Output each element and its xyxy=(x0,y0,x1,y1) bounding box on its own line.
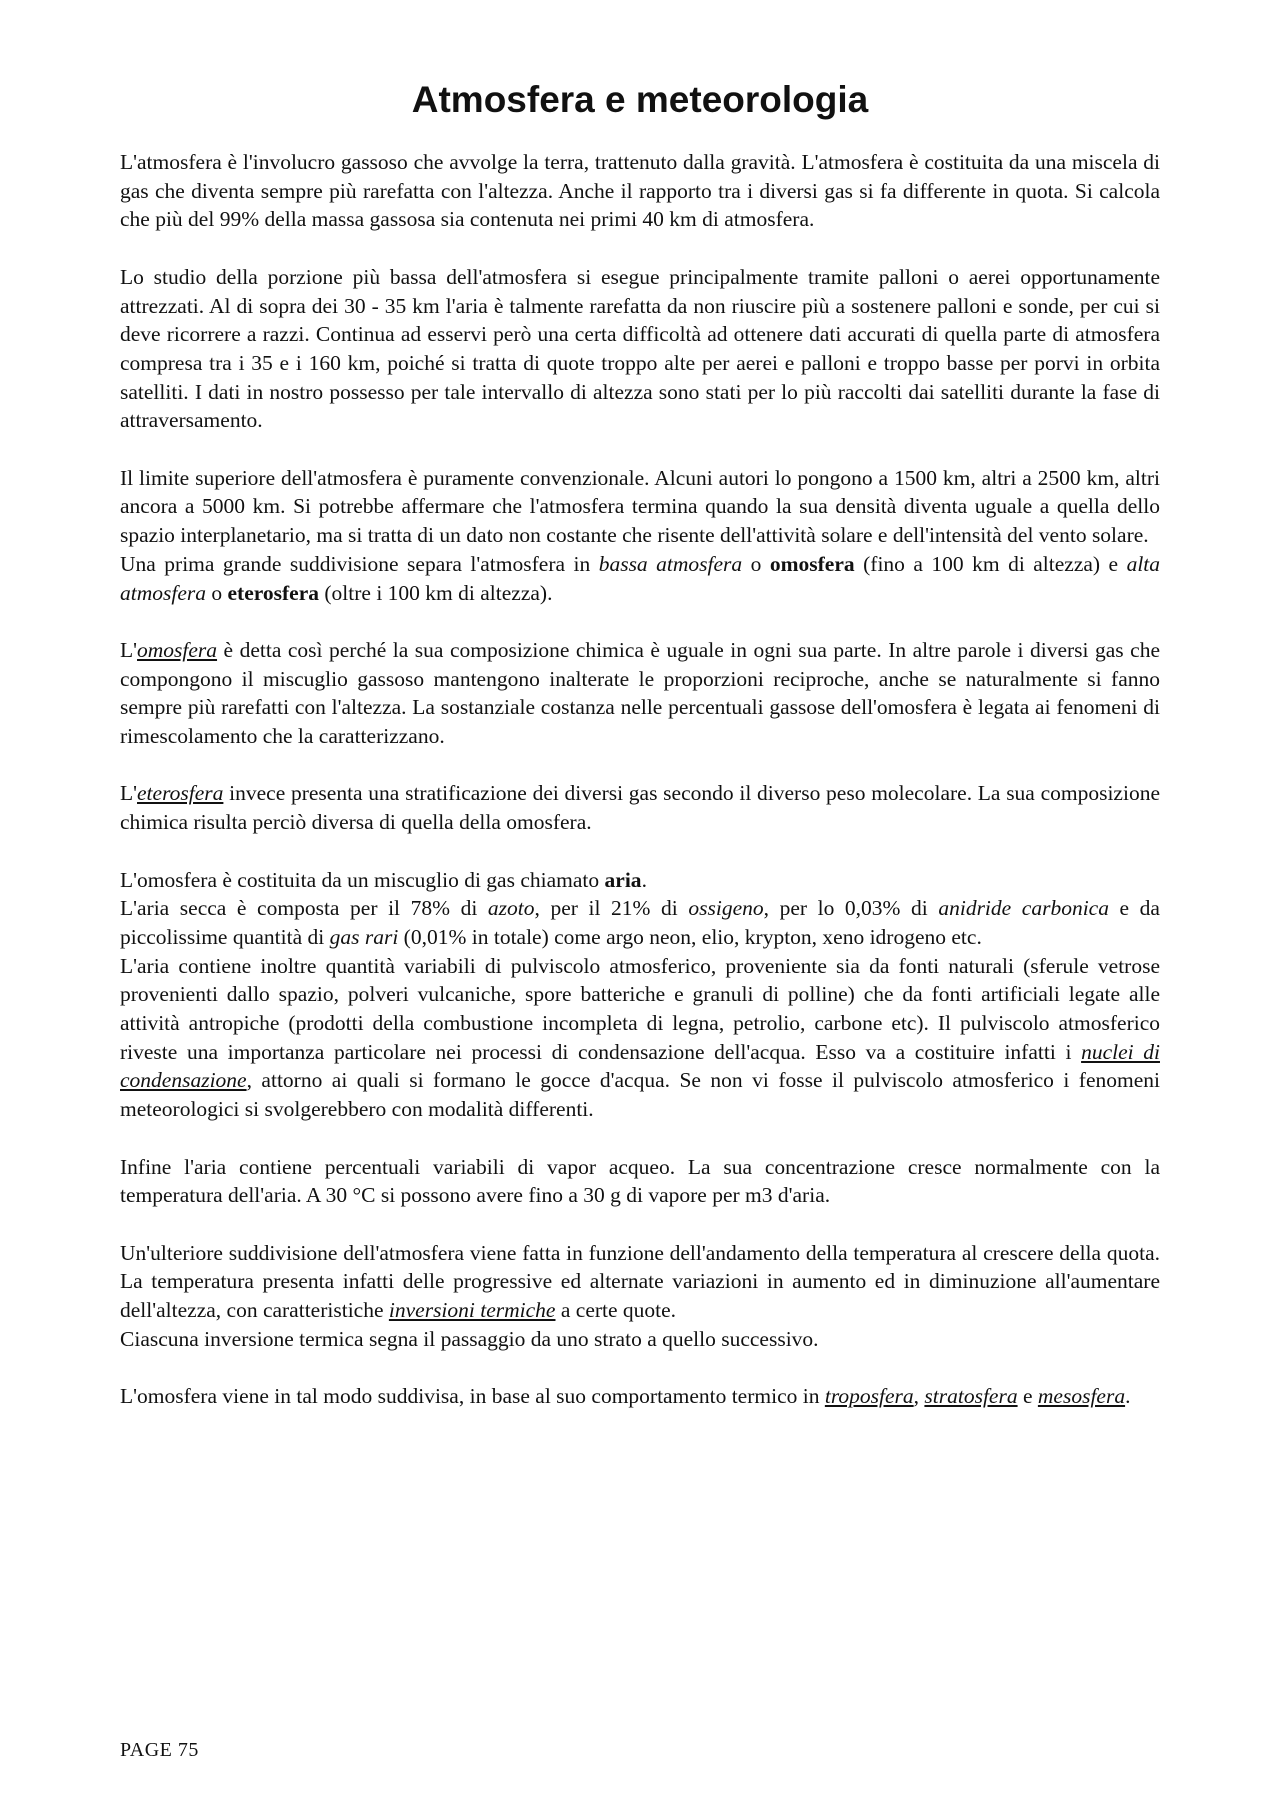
paragraph-subdivision xyxy=(120,550,1160,607)
paragraph-study: Lo studio della porzione più bassa dell'atmosfera si esegue principalmente tramite palloni o aerei opportunamente attrezzati. Al di sopra dei 30 - 35 km l'aria è talmente rarefatta da non riuscire più a sostenere palloni e sonde, per cui si deve ricorrere a razzi. Continua ad esservi però una certa difficoltà ad ottenere dati accurati di quella parte di atmosfera compresa tra i 35 e i 160 km, poiché si tratta di quote troppo alte per aerei e palloni e troppo basse per porvi in orbita satelliti. I dati in nostro possesso per tale intervallo di altezza sono stati per lo più raccolti dai satelliti durante la fase di attraversamento. xyxy=(120,264,1160,433)
bold-term: aria xyxy=(604,867,642,892)
text-span: invece presenta una stratificazione dei diversi gas secondo il diverso peso molecolare. La sua composizione chimica risulta perciò diversa di quella della omosfera. xyxy=(120,781,1160,835)
link-stratosfera[interactable]: stratosfera xyxy=(924,1384,1018,1409)
text-span: (oltre i 100 km di altezza). xyxy=(319,580,553,605)
text-span: (0,01% in totale) come argo neon, elio, krypton, xeno idrogeno etc. xyxy=(398,924,982,949)
text-span: Una prima grande suddivisione separa l'atmosfera in xyxy=(120,551,599,576)
italic-term: bassa atmosfera xyxy=(598,551,743,576)
document-body xyxy=(120,148,1160,1411)
paragraph-inversion: Ciascuna inversione termica segna il passaggio da uno strato a quello successivo. xyxy=(120,1326,819,1351)
page-number: 75 xyxy=(177,1739,199,1761)
paragraph-eterosfera xyxy=(120,779,1160,836)
paragraph-upper-limit: Il limite superiore dell'atmosfera è puramente convenzionale. Alcuni autori lo pongono a 1500 km, altri a 2500 km, altri ancora a 5000 km. Si potrebbe affermare che l'atmosfera termina quando la sua densità diventa uguale a quella dello spazio interplanetario, ma si tratta di un dato non costante che risente dell'attività solare e dell'intensità del vento solare. xyxy=(120,465,1160,548)
text-span: . xyxy=(641,867,647,892)
bold-term: omosfera xyxy=(769,551,855,576)
page-label: PAGE xyxy=(120,1739,173,1761)
text-span: L'aria secca è composta per il 78% di xyxy=(120,896,488,921)
paragraph-aria xyxy=(120,866,1160,895)
link-troposfera[interactable]: troposfera xyxy=(824,1384,914,1409)
bold-term: eterosfera xyxy=(227,580,320,605)
paragraph-vapor: Infine l'aria contiene percentuali variabili di vapor acqueo. La sua concentrazione cresce normalmente con la temperatura dell'aria. A 30 °C si possono avere fino a 30 g di vapore per m3 d'aria. xyxy=(120,1154,1160,1208)
paragraph-composition xyxy=(120,894,1160,951)
link-nuclei-di-condensazione[interactable]: nuclei di condensazione xyxy=(120,1039,1160,1093)
text-span: (fino a 100 km di altezza) e xyxy=(854,551,1127,576)
link-omosfera[interactable]: omosfera xyxy=(137,637,218,662)
text-span: o xyxy=(206,580,228,605)
text-span: e xyxy=(1017,1384,1038,1409)
italic-term: ossigeno xyxy=(688,896,764,921)
text-span: L' xyxy=(120,781,138,806)
text-span: L'omosfera viene in tal modo suddivisa, in base al suo comportamento termico in xyxy=(120,1384,825,1409)
text-span: , per il 21% di xyxy=(534,896,689,921)
link-eterosfera[interactable]: eterosfera xyxy=(137,781,224,806)
text-span: , xyxy=(913,1384,925,1409)
link-mesosfera[interactable]: mesosfera xyxy=(1037,1384,1126,1409)
paragraph-temperature xyxy=(120,1239,1160,1325)
text-span: , per lo 0,03% di xyxy=(763,896,939,921)
italic-term: alta atmosfera xyxy=(120,551,1161,605)
italic-term: anidride carbonica xyxy=(938,896,1109,921)
page-title: Atmosfera e meteorologia xyxy=(411,79,869,120)
text-span: e da piccolissime quantità di xyxy=(120,896,1160,949)
paragraph-intro: L'atmosfera è l'involucro gassoso che avvolge la terra, trattenuto dalla gravità. L'atmosfera è costituita da una miscela di gas che diventa sempre più rarefatta con l'altezza. Anche il rapporto tra i diversi gas si fa differente in quota. Si calcola che più del 99% della massa gassosa sia contenuta nei primi 40 km di atmosfera. xyxy=(120,150,1160,232)
text-span: L' xyxy=(120,637,138,662)
paragraph-pulviscolo xyxy=(120,952,1160,1124)
text-span: , attorno ai quali si formano le gocce d'acqua. Se non vi fosse il pulviscolo atmosferico i fenomeni meteorologici si svolgerebbero con modalità differenti. xyxy=(120,1068,1160,1122)
page-footer xyxy=(120,1737,199,1763)
paragraph-layers xyxy=(120,1382,1160,1411)
italic-term: azoto xyxy=(487,896,535,921)
text-span: L'omosfera è costituita da un miscuglio di gas chiamato xyxy=(120,867,605,892)
paragraph-omosfera xyxy=(120,636,1160,751)
text-span: L'aria contiene inoltre quantità variabili di pulviscolo atmosferico, proveniente sia da fonti naturali (sferule vetrose provenienti dallo spazio, polveri vulcaniche, spore batteriche e granuli di polline) che da fonti artificiali legate alle attività antropiche (prodotti della combustione incompleta di legna, petrolio, carbone etc). Il pulviscolo atmosferico riveste una importanza particolare nei processi di condensazione dell'acqua. Esso va a costituire infatti i xyxy=(120,953,1160,1064)
text-span: o xyxy=(742,551,770,576)
text-span: a certe quote. xyxy=(555,1298,677,1323)
text-span: Un'ulteriore suddivisione dell'atmosfera viene fatta in funzione dell'andamento della temperatura al crescere della quota. La temperatura presenta infatti delle progressive ed alternate variazioni in aumento ed in diminuzione all'aumentare dell'altezza, con caratteristiche xyxy=(120,1240,1160,1323)
italic-term: gas rari xyxy=(329,924,399,949)
text-span: . xyxy=(1125,1384,1131,1409)
link-inversioni-termiche[interactable]: inversioni termiche xyxy=(388,1298,556,1323)
text-span: è detta così perché la sua composizione chimica è uguale in ogni sua parte. In altre parole i diversi gas che compongono il miscuglio gassoso mantengono inalterate le proporzioni reciproche, anche se naturalmente si fanno sempre più rarefatti con l'altezza. La sostanziale costanza nelle percentuali gassose dell'omosfera è legata ai fenomeni di rimescolamento che la caratterizzano. xyxy=(120,637,1160,749)
